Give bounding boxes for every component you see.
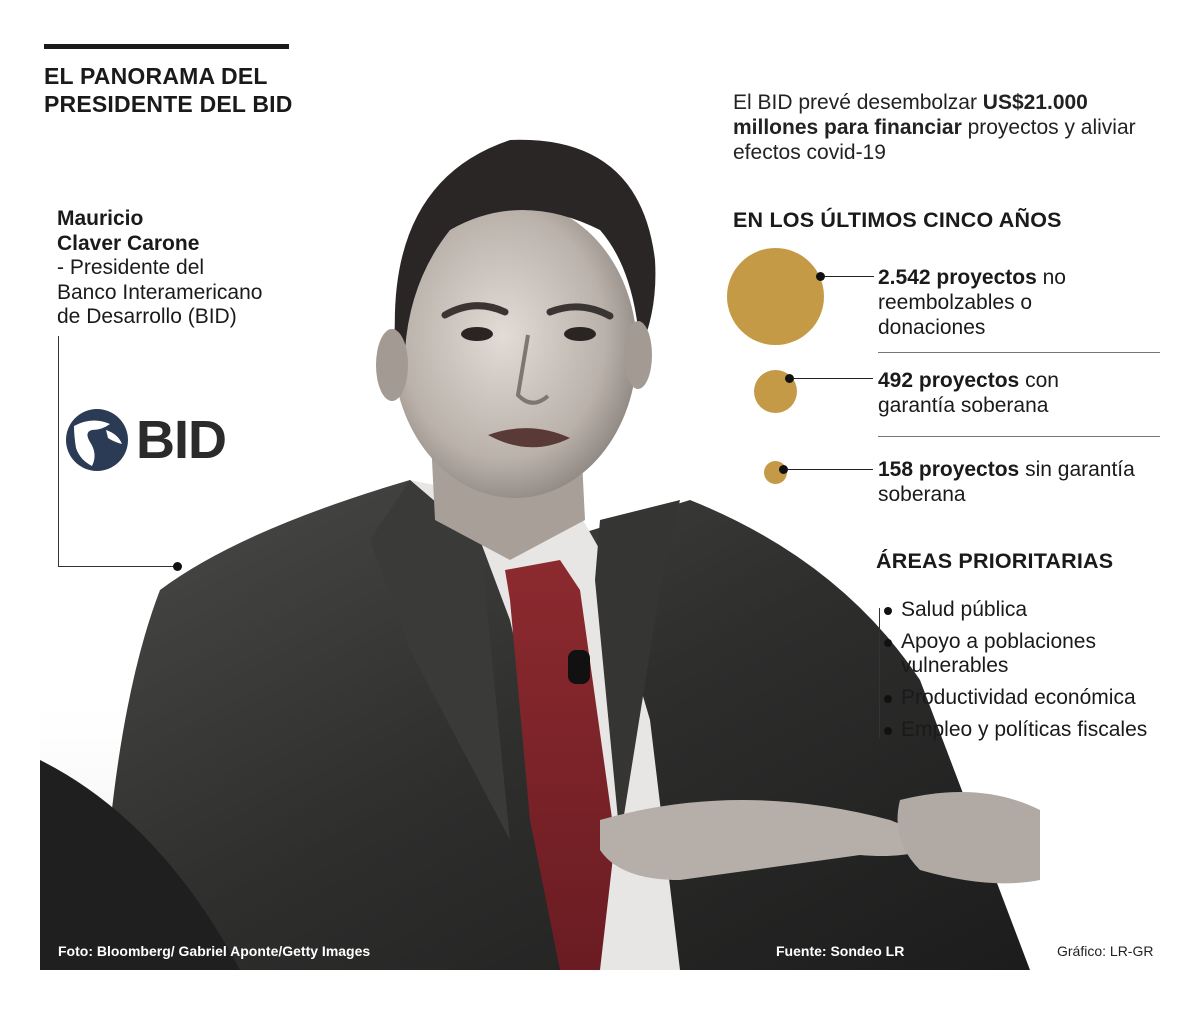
person-role-line-1: - Presidente del: [57, 256, 205, 279]
graphic-credit: Gráfico: LR-GR: [1057, 943, 1154, 959]
source-credit: Fuente: Sondeo LR: [776, 943, 905, 959]
bubble-stat-1: [727, 248, 824, 345]
caption-leader-horizontal: [58, 566, 178, 567]
area-item-4: [878, 718, 1178, 742]
separator-1: [878, 352, 1160, 353]
stat-3: [878, 457, 1138, 507]
intro-text: [733, 90, 1153, 165]
bullet-dot: [884, 607, 892, 615]
stat-3-label: sin garantía soberana: [878, 458, 1135, 506]
area-item-1-label: Salud pública: [901, 598, 1028, 621]
stat-2-label: con garantía soberana: [878, 369, 1059, 417]
title-line-2: PRESIDENTE DEL BID: [44, 91, 293, 117]
area-item-1: [878, 598, 1178, 622]
person-role-line-3: de Desarrollo (BID): [57, 305, 237, 328]
stat-2-value: 492 proyectos: [878, 369, 1020, 392]
title-line-1: EL PANORAMA DEL: [44, 63, 268, 89]
person-role-line-2: Banco Interamericano: [57, 280, 263, 304]
person-caption: [57, 207, 317, 330]
person-name-line-1: Mauricio: [57, 207, 144, 230]
stat-3-value: 158 proyectos: [878, 458, 1020, 481]
leader-line-2: [793, 378, 873, 379]
intro-bold: US$21.000 millones para financiar: [733, 91, 1088, 139]
areas-list: [878, 598, 1178, 750]
stat-2: [878, 368, 1138, 418]
area-item-3: [878, 686, 1178, 710]
stat-1-value: 2.542 proyectos: [878, 266, 1037, 289]
intro-part-2: proyectos y aliviar efectos covid-19: [733, 116, 1136, 164]
globe-icon: [62, 408, 132, 472]
areas-heading: ÁREAS PRIORITARIAS: [876, 549, 1114, 573]
separator-2: [878, 436, 1160, 437]
caption-leader-dot: [173, 562, 182, 571]
top-rule: [44, 44, 289, 49]
page-title: [44, 62, 344, 118]
bullet-dot: [884, 695, 892, 703]
area-item-3-label: Productividad económica: [901, 686, 1136, 709]
caption-leader-vertical: [58, 336, 59, 567]
stat-1: [878, 265, 1138, 340]
area-item-4-label: Empleo y políticas fiscales: [901, 718, 1148, 741]
area-item-2: [878, 630, 1178, 678]
intro-part-1: El BID prevé desembolzar: [733, 91, 983, 114]
bullet-dot: [884, 639, 892, 647]
stats-heading: EN LOS ÚLTIMOS CINCO AÑOS: [733, 208, 1062, 232]
leader-line-1: [824, 276, 874, 277]
leader-line-3: [787, 469, 873, 470]
bid-logo-text: BID: [136, 410, 226, 470]
bid-logo: [62, 408, 237, 472]
stat-1-label: no reembolzables o donaciones: [878, 266, 1066, 339]
photo-credit: Foto: Bloomberg/ Gabriel Aponte/Getty Images: [58, 943, 371, 959]
area-item-2-label: Apoyo a poblaciones vulnerables: [901, 630, 1096, 677]
person-name-line-2: Claver Carone: [57, 231, 200, 255]
bullet-dot: [884, 727, 892, 735]
